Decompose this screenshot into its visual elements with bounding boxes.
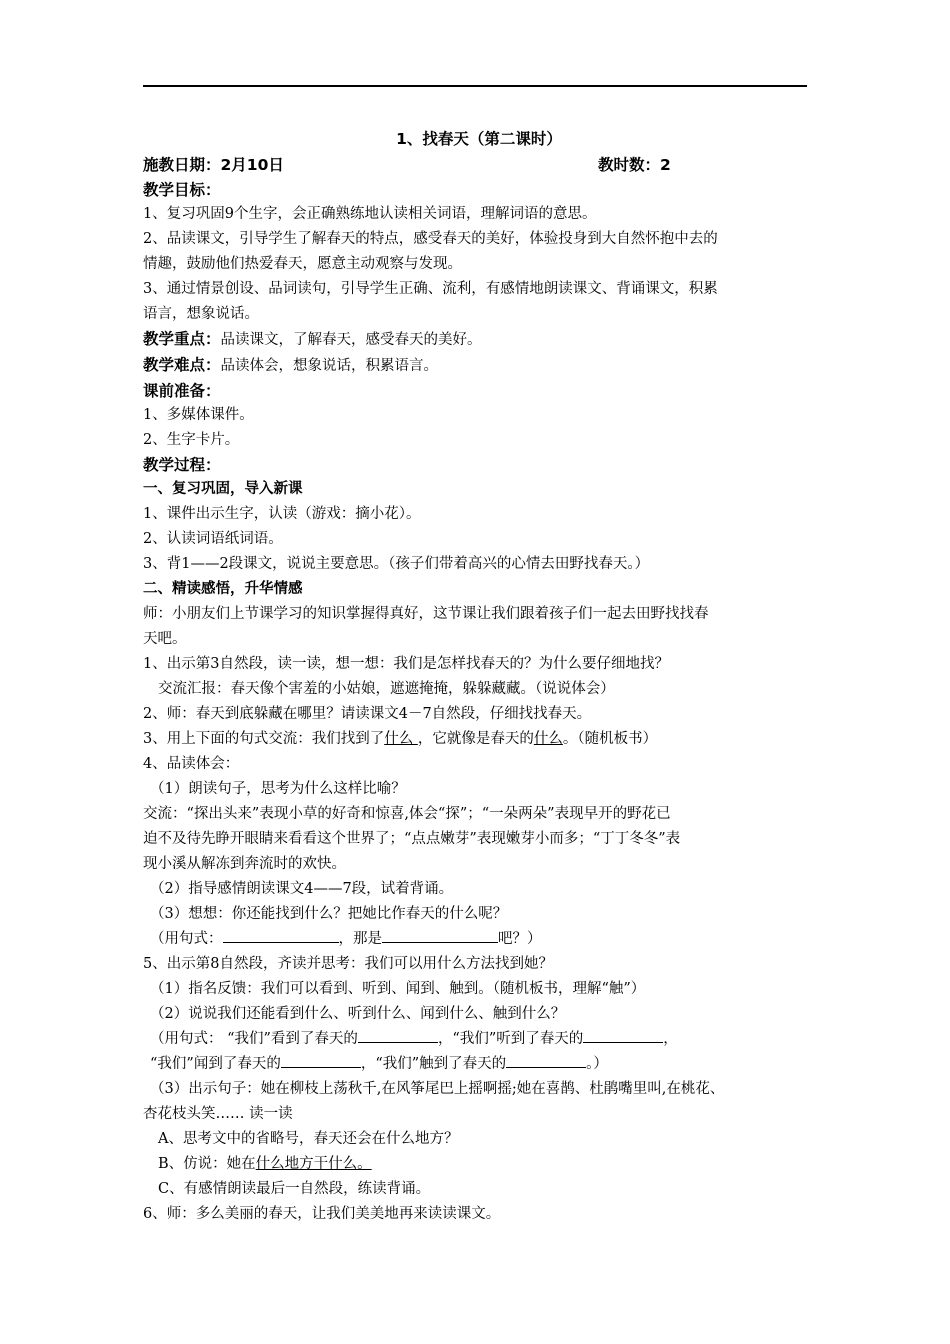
- step-4-exchange: 交流：“探出头来”表现小草的好奇和惊喜,体会“探”；“一朵两朵”表现早开的野花已: [143, 806, 671, 822]
- difficulty-text: 品读体会，想象说话，积累语言。: [220, 358, 439, 374]
- step-3-text: 。（随机板书）: [562, 731, 658, 747]
- step-1-report: 交流汇报：春天像个害羞的小姑娘，遮遮掩掩，躲躲藏藏。（说说体会）: [158, 681, 615, 697]
- step-5: 5、出示第8自然段，齐读并思考：我们可以用什么方法找到她？: [143, 956, 553, 972]
- key-label: 教学重点：: [143, 330, 221, 348]
- section1-heading: 一、复习巩固，导入新课: [143, 481, 303, 497]
- goal-line: 情趣，鼓励他们热爱春天，愿意主动观察与发现。: [143, 256, 462, 272]
- teaching-hours: 教时数：2: [598, 156, 671, 174]
- step-5-b-underline: 什么地方干什么。: [255, 1156, 372, 1172]
- section2-intro: 天吧。: [143, 631, 187, 647]
- difficulty-label: 教学难点：: [143, 356, 221, 374]
- step-4-exchange: 现小溪从解冻到奔流时的欢快。: [143, 856, 346, 872]
- step-1: 1、出示第3自然段，读一读，想一想：我们是怎样找春天的？为什么要仔细地找？: [143, 656, 669, 672]
- step-5-2-pattern: [143, 1027, 815, 1052]
- prep-item: 1、多媒体课件。: [143, 407, 254, 423]
- step-5-2: （2）说说我们还能看到什么、听到什么、闻到什么、触到什么？: [150, 1006, 566, 1022]
- section2-heading: 二、精读感悟，升华情感: [143, 581, 303, 597]
- step-3: [143, 727, 815, 752]
- header-rule: [143, 85, 807, 87]
- step-4-exchange: 迫不及待先睁开眼睛来看看这个世界了；“点点嫩芽”表现嫩芽小而多；“丁丁冬冬”表: [143, 831, 681, 847]
- goal-line: 2、品读课文，引导学生了解春天的特点，感受春天的美好，体验投身到大自然怀抱中去的: [143, 231, 718, 247]
- section1-item: 3、背1——2段课文，说说主要意思。（孩子们带着高兴的心情去田野找春天。）: [143, 556, 650, 572]
- step-4-2: （2）指导感情朗读课文4——7段，试着背诵。: [150, 881, 454, 897]
- pattern-text: “我们”闻到了春天的: [150, 1056, 281, 1072]
- prep-heading: 课前准备：: [143, 382, 221, 400]
- step-5-1: （1）指名反馈：我们可以看到、听到、闻到、触到。（随机板书，理解“触”）: [150, 981, 646, 997]
- step-3-underline: 什么: [384, 731, 418, 747]
- step-5-b: [143, 1152, 815, 1177]
- pattern-text: ，“我们”听到了春天的: [437, 1031, 584, 1047]
- step-2: 2、师：春天到底躲藏在哪里？请读课文4－7自然段，仔细找找春天。: [143, 706, 592, 722]
- pattern-text: （用句式：: [150, 931, 223, 947]
- fill-blank: [583, 1028, 663, 1043]
- process-heading: 教学过程：: [143, 456, 221, 474]
- section2-intro: 师：小朋友们上节课学习的知识掌握得真好，这节课让我们跟着孩子们一起去田野找找春: [143, 606, 709, 622]
- prep-item: 2、生字卡片。: [143, 432, 240, 448]
- pattern-text: ，“我们”触到了春天的: [360, 1056, 507, 1072]
- step-5-b-text: B、仿说：她在: [158, 1156, 256, 1172]
- step-5-a: A、思考文中的省略号，春天还会在什么地方？: [158, 1131, 459, 1147]
- goal-line: 3、通过情景创设、品词读句，引导学生正确、流利，有感情地朗读课文、背诵课文，积累: [143, 281, 718, 297]
- fill-blank: [281, 1053, 361, 1068]
- difficulty-point: [143, 353, 815, 379]
- step-3-text: 3、用上下面的句式交流：我们找到了: [143, 731, 385, 747]
- pattern-text: ，: [663, 1031, 678, 1047]
- fill-blank: [382, 928, 498, 943]
- pattern-text: 。）: [586, 1056, 608, 1072]
- step-4-3: （3）想想：你还能找到什么？把她比作春天的什么呢？: [150, 906, 508, 922]
- lesson-plan: [143, 126, 815, 1227]
- step-4-1: （1）朗读句子，思考为什么这样比喻？: [150, 781, 406, 797]
- step-5-3: 杏花枝头笑…… 读一读: [143, 1106, 293, 1122]
- fill-blank: [358, 1028, 438, 1043]
- fill-blank: [223, 928, 339, 943]
- section1-item: 2、认读词语纸词语。: [143, 531, 283, 547]
- teaching-date: 施教日期：2月10日: [143, 156, 284, 174]
- step-4-3-pattern: [143, 927, 815, 952]
- key-point: [143, 327, 815, 353]
- step-3-text: ，它就像是春天的: [417, 731, 534, 747]
- goals-heading: 教学目标：: [143, 181, 221, 199]
- step-5-2-pattern: [143, 1052, 815, 1077]
- goal-line: 语言，想象说话。: [143, 306, 259, 322]
- step-6: 6、师：多么美丽的春天，让我们美美地再来读读课文。: [143, 1206, 501, 1222]
- goal-line: 1、复习巩固9个生字，会正确熟练地认读相关词语，理解词语的意思。: [143, 206, 597, 222]
- section1-item: 1、课件出示生字，认读（游戏：摘小花）。: [143, 506, 421, 522]
- key-text: 品读课文，了解春天，感受春天的美好。: [220, 332, 482, 348]
- pattern-text: （用句式： “我们”看到了春天的: [150, 1031, 358, 1047]
- step-5-3: （3）出示句子：她在柳枝上荡秋千,在风筝尾巴上摇啊摇;她在喜鹊、杜鹃嘴里叫,在桃花、: [150, 1081, 725, 1097]
- step-4: 4、品读体会：: [143, 756, 240, 772]
- step-3-underline: 什么: [533, 731, 563, 747]
- fill-blank: [506, 1053, 586, 1068]
- meta-line: [143, 152, 815, 178]
- step-5-c: C、有感情朗读最后一自然段，练读背诵。: [158, 1181, 431, 1197]
- pattern-text: 吧？）: [498, 931, 542, 947]
- page-title: 1、找春天（第二课时）: [396, 130, 562, 148]
- pattern-text: ，那是: [338, 931, 382, 947]
